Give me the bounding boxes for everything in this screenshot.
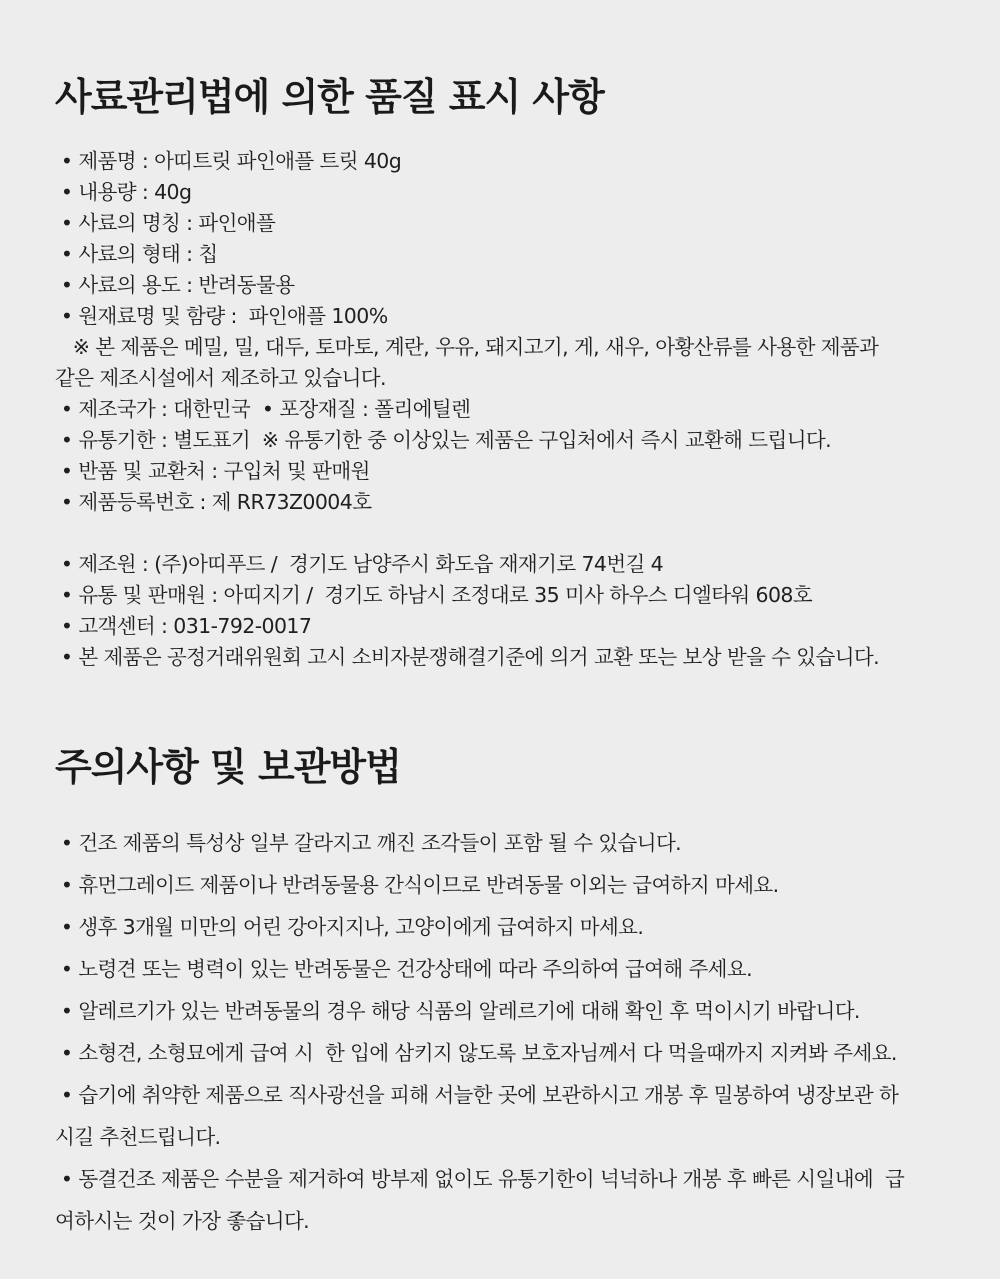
list-item: • 생후 3개월 미만의 어린 강아지지나, 고양이에게 급여하지 마세요. <box>55 915 644 939</box>
precautions-list <box>55 822 975 1242</box>
list-item: 여하시는 것이 가장 좋습니다. <box>55 1209 310 1233</box>
list-item: • 본 제품은 공정거래위원회 고시 소비자분쟁해결기준에 의거 교환 또는 보상 받을 수 있습니다. <box>55 645 880 669</box>
quality-label-list <box>55 146 975 673</box>
list-item: • 원재료명 및 함량 : 파인애플 100% <box>55 304 388 328</box>
list-item: • 사료의 용도 : 반려동물용 <box>55 273 295 297</box>
list-item: • 노령견 또는 병력이 있는 반려동물은 건강상태에 따라 주의하여 급여해 주세요. <box>55 957 752 981</box>
list-item: • 제품등록번호 : 제 RR73Z0004호 <box>55 490 372 514</box>
list-item: • 알레르기가 있는 반려동물의 경우 해당 식품의 알레르기에 대해 확인 후 먹이시기 바랍니다. <box>55 999 860 1023</box>
list-item: • 반품 및 교환처 : 구입처 및 판매원 <box>55 459 370 483</box>
list-item: • 휴먼그레이드 제품이나 반려동물용 간식이므로 반려동물 이외는 급여하지 마세요. <box>55 873 779 897</box>
list-item: • 소형견, 소형묘에게 급여 시 한 입에 삼키지 않도록 보호자님께서 다 먹을때까지 지켜봐 주세요. <box>55 1041 897 1065</box>
list-item: • 건조 제품의 특성상 일부 갈라지고 깨진 조각들이 포함 될 수 있습니다. <box>55 831 682 855</box>
list-item: ※ 본 제품은 메밀, 밀, 대두, 토마토, 계란, 우유, 돼지고기, 게, 새우, 아황산류를 사용한 제품과 <box>55 335 879 359</box>
list-item: • 제조원 : (주)아띠푸드 / 경기도 남양주시 화도읍 재재기로 74번길 4 <box>55 552 664 576</box>
list-spacer <box>55 518 975 549</box>
list-item: • 동결건조 제품은 수분을 제거하여 방부제 없이도 유통기한이 넉넉하나 개봉 후 빠른 시일내에 급 <box>55 1167 905 1191</box>
list-item: • 고객센터 : 031-792-0017 <box>55 614 312 638</box>
list-item: • 제조국가 : 대한민국 • 포장재질 : 폴리에틸렌 <box>55 397 471 421</box>
section-title-precautions: 주의사항 및 보관방법 <box>55 745 401 789</box>
list-item: 같은 제조시설에서 제조하고 있습니다. <box>55 366 386 390</box>
list-item: 시길 추천드립니다. <box>55 1125 221 1149</box>
list-item: • 사료의 명칭 : 파인애플 <box>55 211 276 235</box>
list-item: • 제품명 : 아띠트릿 파인애플 트릿 40g <box>55 149 402 173</box>
list-item: • 습기에 취약한 제품으로 직사광선을 피해 서늘한 곳에 보관하시고 개봉 후 밀봉하여 냉장보관 하 <box>55 1083 899 1107</box>
section-title-quality-label: 사료관리법에 의한 품질 표시 사항 <box>55 75 604 119</box>
list-item: • 사료의 형태 : 칩 <box>55 242 218 266</box>
list-item: • 유통 및 판매원 : 아띠지기 / 경기도 하남시 조정대로 35 미사 하우스 디엘타워 608호 <box>55 583 813 607</box>
list-item: • 내용량 : 40g <box>55 180 192 204</box>
list-item: • 유통기한 : 별도표기 ※ 유통기한 중 이상있는 제품은 구입처에서 즉시 교환해 드립니다. <box>55 428 832 452</box>
